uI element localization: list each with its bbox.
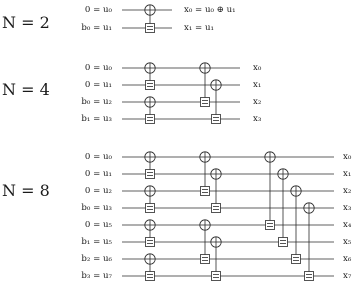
copy-node bbox=[212, 272, 221, 281]
output-label: x₀ bbox=[343, 152, 352, 162]
copy-node bbox=[279, 238, 288, 247]
xor-node bbox=[291, 186, 301, 196]
input-label: b₂ = u₆ bbox=[81, 254, 112, 264]
xor-node bbox=[278, 169, 288, 179]
output-labels bbox=[343, 152, 352, 281]
input-label: b₁ = u₃ bbox=[81, 114, 112, 124]
input-label: 0 = u₀ bbox=[84, 5, 112, 15]
output-label: x₁ = u₁ bbox=[184, 23, 214, 33]
copy-node bbox=[146, 115, 155, 124]
output-label: x₅ bbox=[343, 237, 352, 247]
xor-gate bbox=[145, 63, 155, 90]
xor-gate bbox=[145, 186, 155, 213]
xor-node bbox=[200, 152, 210, 162]
wires bbox=[122, 68, 240, 119]
diagram-n8 bbox=[2, 152, 352, 281]
xor-node bbox=[145, 220, 155, 230]
copy-node bbox=[146, 238, 155, 247]
xor-node bbox=[211, 237, 221, 247]
copy-node bbox=[266, 221, 275, 230]
input-label: b₀ = u₃ bbox=[81, 203, 112, 213]
xor-gate bbox=[145, 97, 155, 124]
input-label: 0 = u₀ bbox=[84, 152, 112, 162]
diagram-title: N = 8 bbox=[2, 181, 50, 200]
copy-node bbox=[201, 255, 210, 264]
output-label: x₂ bbox=[343, 186, 352, 196]
input-label: 0 = u₂ bbox=[84, 186, 112, 196]
xor-node bbox=[145, 254, 155, 264]
xor-node bbox=[145, 186, 155, 196]
output-label: x₁ bbox=[343, 169, 352, 179]
output-label: x₀ = u₀ ⊕ u₁ bbox=[184, 5, 236, 15]
copy-node bbox=[146, 81, 155, 90]
output-label: x₂ bbox=[253, 97, 262, 107]
copy-node bbox=[201, 187, 210, 196]
copy-node bbox=[201, 98, 210, 107]
xor-node bbox=[265, 152, 275, 162]
output-labels bbox=[184, 5, 236, 33]
output-label: x₄ bbox=[343, 220, 352, 230]
xor-node bbox=[200, 63, 210, 73]
xor-gate bbox=[145, 152, 155, 179]
output-label: x₇ bbox=[343, 271, 352, 281]
diagram-n4 bbox=[2, 63, 262, 124]
input-labels bbox=[81, 5, 112, 33]
xor-node bbox=[211, 80, 221, 90]
xor-node bbox=[145, 5, 155, 15]
copy-node bbox=[292, 255, 301, 264]
xor-node bbox=[145, 63, 155, 73]
input-labels bbox=[81, 152, 112, 281]
diagram-title: N = 4 bbox=[2, 80, 50, 99]
input-labels bbox=[81, 63, 112, 124]
input-label: b₁ = u₅ bbox=[81, 237, 112, 247]
input-label: b₀ = u₁ bbox=[81, 23, 112, 33]
output-label: x₀ bbox=[253, 63, 262, 73]
xor-gate bbox=[145, 220, 155, 247]
copy-node bbox=[212, 115, 221, 124]
copy-node bbox=[146, 204, 155, 213]
xor-node bbox=[145, 152, 155, 162]
xor-node bbox=[211, 169, 221, 179]
input-label: 0 = u₁ bbox=[84, 169, 112, 179]
xor-gate bbox=[145, 5, 155, 33]
output-label: x₁ bbox=[253, 80, 262, 90]
input-label: b₃ = u₇ bbox=[81, 271, 112, 281]
output-label: x₃ bbox=[253, 114, 262, 124]
copy-node bbox=[146, 272, 155, 281]
diagram-title: N = 2 bbox=[2, 13, 50, 32]
xor-node bbox=[304, 203, 314, 213]
copy-node bbox=[146, 24, 155, 33]
input-label: 0 = u₀ bbox=[84, 63, 112, 73]
input-label: b₀ = u₂ bbox=[81, 97, 112, 107]
copy-node bbox=[305, 272, 314, 281]
xor-gate bbox=[145, 254, 155, 281]
input-label: 0 = u₅ bbox=[84, 220, 112, 230]
input-label: 0 = u₁ bbox=[84, 80, 112, 90]
copy-node bbox=[146, 170, 155, 179]
copy-node bbox=[212, 204, 221, 213]
xor-node bbox=[200, 220, 210, 230]
output-labels bbox=[253, 63, 262, 124]
output-label: x₆ bbox=[343, 254, 352, 264]
output-label: x₃ bbox=[343, 203, 352, 213]
xor-node bbox=[145, 97, 155, 107]
diagram-n2 bbox=[2, 5, 236, 33]
